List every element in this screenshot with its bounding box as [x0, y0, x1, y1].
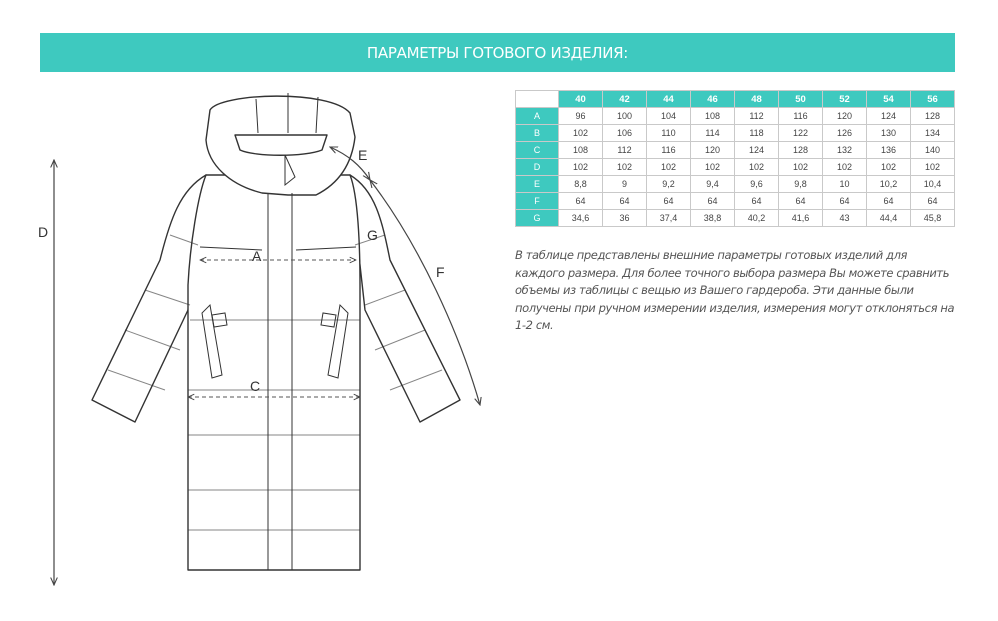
- table-cell: 120: [823, 108, 867, 125]
- table-cell: 126: [823, 125, 867, 142]
- size-header: 54: [867, 91, 911, 108]
- size-header: 52: [823, 91, 867, 108]
- table-cell: 128: [911, 108, 955, 125]
- label-e: E: [358, 147, 368, 163]
- table-cell: 108: [559, 142, 603, 159]
- size-header: 46: [691, 91, 735, 108]
- size-table: [515, 90, 955, 227]
- table-cell: 100: [603, 108, 647, 125]
- table-cell: 120: [691, 142, 735, 159]
- table-cell: 140: [911, 142, 955, 159]
- table-cell: 96: [559, 108, 603, 125]
- table-cell: 132: [823, 142, 867, 159]
- table-cell: 128: [779, 142, 823, 159]
- table-cell: 64: [647, 193, 691, 210]
- table-row: [516, 108, 955, 125]
- table-cell: 10,4: [911, 176, 955, 193]
- table-cell: 108: [691, 108, 735, 125]
- table-cell: 124: [867, 108, 911, 125]
- table-cell: 64: [911, 193, 955, 210]
- row-param-label: C: [516, 142, 559, 159]
- table-cell: 102: [647, 159, 691, 176]
- table-cell: 40,2: [735, 210, 779, 227]
- size-table-body: [516, 108, 955, 227]
- table-cell: 102: [823, 159, 867, 176]
- label-c: C: [250, 378, 261, 394]
- table-cell: 114: [691, 125, 735, 142]
- table-cell: 136: [867, 142, 911, 159]
- table-cell: 64: [779, 193, 823, 210]
- table-cell: 64: [603, 193, 647, 210]
- size-header: 48: [735, 91, 779, 108]
- label-f: F: [436, 264, 445, 280]
- table-cell: 37,4: [647, 210, 691, 227]
- row-param-label: G: [516, 210, 559, 227]
- table-cell: 64: [867, 193, 911, 210]
- table-row: [516, 210, 955, 227]
- table-cell: 9,4: [691, 176, 735, 193]
- table-cell: 8,8: [559, 176, 603, 193]
- table-cell: 64: [559, 193, 603, 210]
- table-cell: 10: [823, 176, 867, 193]
- table-cell: 104: [647, 108, 691, 125]
- row-param-label: E: [516, 176, 559, 193]
- row-param-label: B: [516, 125, 559, 142]
- right-sleeve: [350, 175, 460, 422]
- table-cell: 36: [603, 210, 647, 227]
- table-cell: 9,2: [647, 176, 691, 193]
- table-cell: 112: [603, 142, 647, 159]
- label-d: D: [38, 224, 49, 240]
- header-corner: [516, 91, 559, 108]
- size-note: В таблице представлены внешние параметры готовых изделий для каждого размера. Для более точного выбора размера Вы можете сравнить объемы из таблицы с вещью из Вашего гардероба. Эти данные были получены при ручном измерении изделия, измерения могут отклоняться на 1-2 см.: [515, 248, 955, 332]
- size-header: 42: [603, 91, 647, 108]
- row-param-label: A: [516, 108, 559, 125]
- table-cell: 102: [559, 159, 603, 176]
- size-header: 44: [647, 91, 691, 108]
- coat-body: [188, 175, 360, 570]
- label-a: A: [252, 248, 262, 264]
- table-cell: 10,2: [867, 176, 911, 193]
- table-cell: 112: [735, 108, 779, 125]
- table-cell: 102: [559, 125, 603, 142]
- table-cell: 102: [911, 159, 955, 176]
- size-header: 56: [911, 91, 955, 108]
- coat-drawing: [30, 85, 500, 595]
- table-cell: 64: [691, 193, 735, 210]
- table-cell: 118: [735, 125, 779, 142]
- table-cell: 9: [603, 176, 647, 193]
- table-cell: 124: [735, 142, 779, 159]
- table-cell: 64: [735, 193, 779, 210]
- banner-title: ПАРАМЕТРЫ ГОТОВОГО ИЗДЕЛИЯ:: [366, 43, 629, 62]
- table-cell: 122: [779, 125, 823, 142]
- row-param-label: D: [516, 159, 559, 176]
- size-header: 50: [779, 91, 823, 108]
- table-cell: 130: [867, 125, 911, 142]
- table-cell: 110: [647, 125, 691, 142]
- table-row: [516, 193, 955, 210]
- table-cell: 106: [603, 125, 647, 142]
- table-cell: 41,6: [779, 210, 823, 227]
- table-cell: 102: [735, 159, 779, 176]
- table-row: [516, 125, 955, 142]
- table-cell: 102: [603, 159, 647, 176]
- table-cell: 102: [691, 159, 735, 176]
- table-row: [516, 176, 955, 193]
- table-cell: 38,8: [691, 210, 735, 227]
- table-cell: 134: [911, 125, 955, 142]
- table-cell: 44,4: [867, 210, 911, 227]
- table-row: [516, 159, 955, 176]
- table-cell: 43: [823, 210, 867, 227]
- table-cell: 9,6: [735, 176, 779, 193]
- size-header-row: [516, 91, 955, 108]
- row-param-label: F: [516, 193, 559, 210]
- size-header: 40: [559, 91, 603, 108]
- table-cell: 102: [867, 159, 911, 176]
- title-banner: [40, 33, 955, 72]
- label-g: G: [367, 227, 378, 243]
- table-cell: 9,8: [779, 176, 823, 193]
- table-cell: 116: [779, 108, 823, 125]
- table-cell: 64: [823, 193, 867, 210]
- coat-diagram: [30, 85, 500, 595]
- table-cell: 34,6: [559, 210, 603, 227]
- table-row: [516, 142, 955, 159]
- table-cell: 116: [647, 142, 691, 159]
- table-cell: 45,8: [911, 210, 955, 227]
- table-cell: 102: [779, 159, 823, 176]
